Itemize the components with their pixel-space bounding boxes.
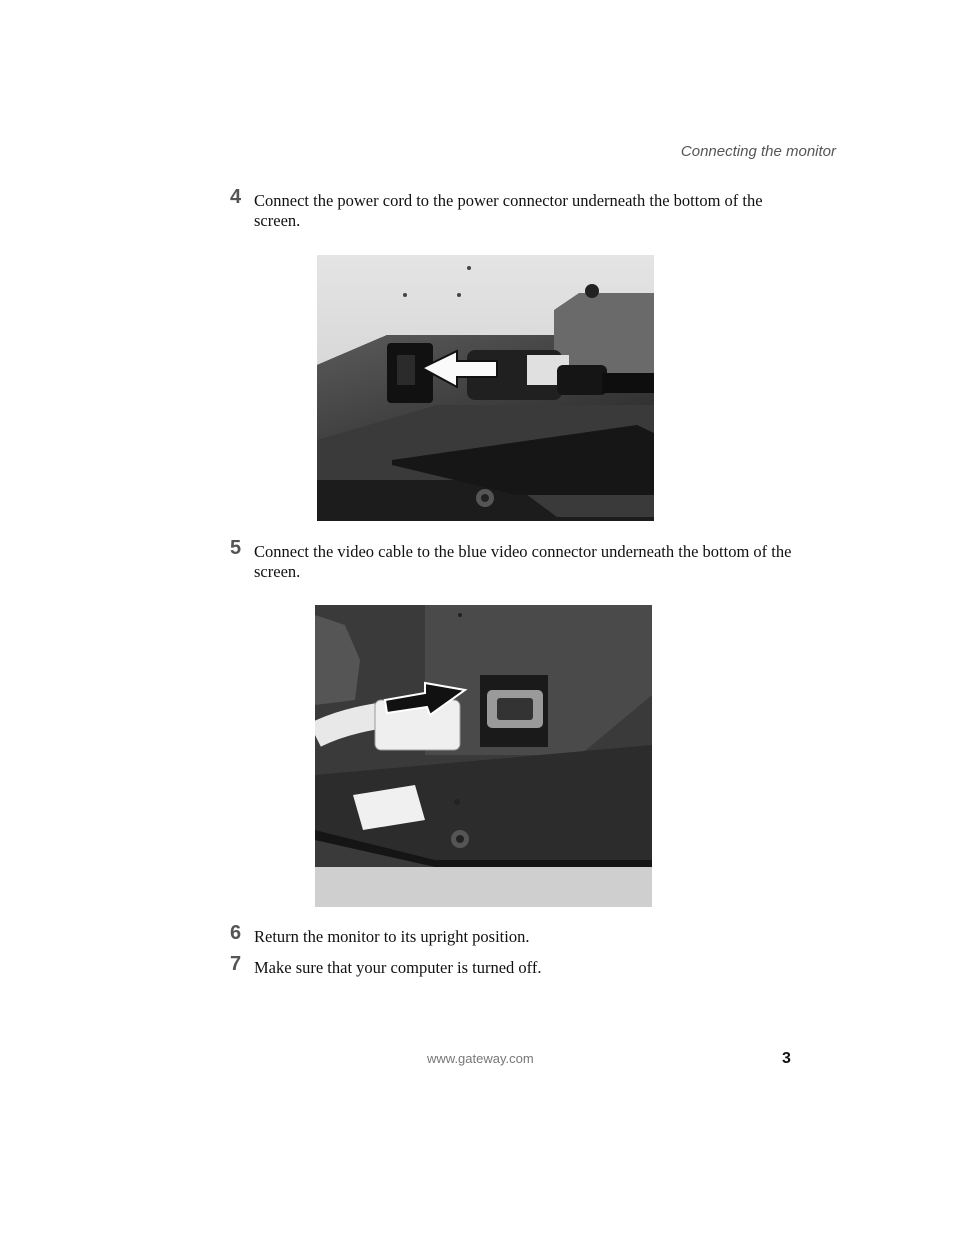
video-connector-photo	[315, 605, 652, 907]
step-text: Make sure that your computer is turned off.	[254, 958, 542, 977]
step-text: Connect the video cable to the blue video connector underneath the bottom of the screen.	[254, 542, 792, 581]
running-head: Connecting the monitor	[680, 143, 836, 160]
step-number: 4	[230, 186, 242, 208]
power-connector-photo	[317, 255, 654, 521]
step-text: Return the monitor to its upright position.	[254, 927, 530, 946]
step-text: Connect the power cord to the power connector underneath the bottom of the screen.	[254, 191, 763, 230]
step-number: 6	[230, 922, 242, 944]
step-number: 5	[230, 537, 242, 559]
step-7	[230, 953, 800, 978]
page-number: 3	[782, 1050, 791, 1067]
step-6	[230, 922, 800, 947]
step-5	[230, 537, 800, 582]
footer-url: www.gateway.com	[427, 1051, 534, 1066]
step-number: 7	[230, 953, 242, 975]
step-4	[230, 186, 800, 231]
